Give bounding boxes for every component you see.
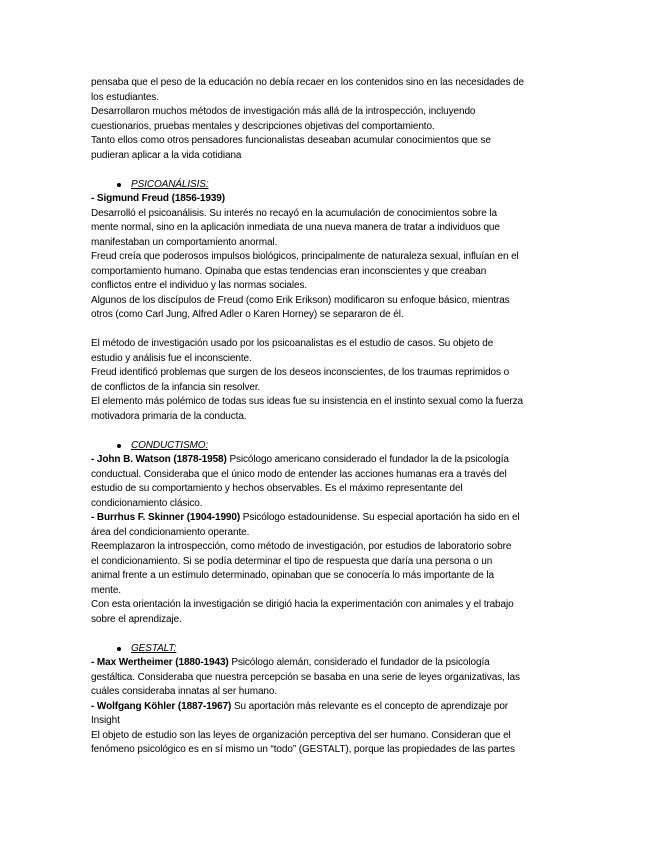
paragraph-line: manifestaban un comportamiento anormal. [91, 236, 278, 248]
paragraph-line: cuestionarios, pruebas mentales y descripciones objetivas del comportamiento. [91, 120, 435, 132]
bullet-icon [117, 647, 121, 651]
paragraph-line: Desarrollaron muchos métodos de investigación más allá de la introspección, incluyendo [91, 106, 476, 117]
paragraph-line: mente. [91, 584, 121, 596]
author-line [91, 192, 571, 207]
document-body [91, 76, 571, 758]
author-name: - Sigmund Freud (1856-1939) [91, 193, 225, 204]
author-name: - Max Wertheimer (1880-1943) [91, 657, 229, 668]
paragraph-line: pudieran aplicar a la vida cotidiana [91, 149, 242, 161]
author-line [91, 656, 571, 671]
paragraph-line: fenómeno psicológico es en sí mismo un “todo” (GESTALT), porque las propiedades de las partes [91, 744, 515, 755]
heading-text: GESTALT: [131, 642, 177, 654]
heading-text: PSICOANÁLISIS: [131, 178, 209, 190]
paragraph-line: condicionamiento clásico. [91, 497, 203, 509]
author-description: Psicólogo americano considerado el fundador la de la psicología [226, 454, 509, 465]
author-description: Psicólogo alemán, considerado el fundador de la psicología [228, 657, 490, 668]
author-name: - John B. Watson (1878-1958) [91, 454, 227, 465]
section-heading-gestalt [91, 642, 571, 657]
paragraph-line: El objeto de estudio son las leyes de organización perceptiva del ser humano. Consideran que el [91, 729, 511, 741]
paragraph-line: Algunos de los discípulos de Freud (como Erik Erikson) modificaron su enfoque básico, mientras [91, 294, 510, 306]
author-name: - Wolfgang Köhler (1887-1967) [91, 700, 232, 712]
section-heading-psicoanalisis [91, 178, 571, 193]
paragraph-line: Freud creía que poderosos impulsos biológicos, principalmente de naturaleza sexual, influían en el [91, 251, 519, 262]
paragraph-line: Reemplazaron la introspección, como método de investigación, por estudios de laboratorio sobre [91, 541, 512, 552]
paragraph-line: animal frente a un estímulo determinado, opinaban que se conocería lo más importante de la [91, 570, 494, 581]
paragraph-line: otros (como Carl Jung, Alfred Adler o Karen Horney) se separaron de él. [91, 309, 404, 320]
paragraph-line: El elemento más polémico de todas sus ideas fue su insistencia en el instinto sexual como la fuerza [91, 396, 524, 407]
bullet-icon [117, 183, 121, 187]
paragraph-line: pensaba que el peso de la educación no debía recaer en los contenidos sino en las necesidades de [91, 77, 524, 88]
author-line [91, 453, 571, 468]
paragraph-line: área del condicionamiento operante. [91, 526, 250, 538]
paragraph-line: mente normal, sino en la aplicación inmediata de una nueva manera de tratar a individuos que [91, 222, 500, 233]
paragraph-line: los estudiantes. [91, 91, 159, 103]
paragraph-line: comportamiento humano. Opinaba que estas tendencias eran inconscientes y que creaban [91, 265, 487, 277]
paragraph-line: conflictos entre el individuo y las normas sociales. [91, 280, 308, 291]
section-heading-conductismo [91, 439, 571, 454]
author-name: - Burrhus F. Skinner (1904-1990) [91, 512, 241, 523]
paragraph-line: estudio y análisis fue el inconsciente. [91, 352, 252, 364]
paragraph-line: El método de investigación usado por los psicoanalistas es el estudio de casos. Su objeto de [91, 338, 494, 349]
paragraph-line: de conflictos de la infancia sin resolver. [91, 381, 261, 393]
paragraph-line: cuáles consideraba innatas al ser humano. [91, 686, 278, 697]
paragraph-line: Insight [91, 715, 120, 726]
author-description: Su aportación más relevante es el concepto de aprendizaje por [231, 700, 509, 712]
heading-text: CONDUCTISMO: [131, 439, 209, 451]
paragraph-line: Con esta orientación la investigación se dirigió hacia la experimentación con animales y el trabajo [91, 599, 514, 610]
paragraph-line: sobre el aprendizaje. [91, 613, 182, 625]
paragraph-line: el condicionamiento. Si se podía determinar el tipo de respuesta que daría una persona o un [91, 555, 493, 567]
paragraph-line: Desarrolló el psicoanálisis. Su interés no recayó en la acumulación de conocimientos sobre la [91, 207, 497, 219]
author-line [91, 511, 571, 526]
bullet-icon [117, 444, 121, 448]
paragraph-line: motivadora primaria de la conducta. [91, 410, 247, 422]
paragraph-line: estudio de su comportamiento y hechos observables. Es el máximo representante del [91, 483, 463, 494]
paragraph-line: conductual. Consideraba que el único modo de entender las acciones humanas era a través del [91, 468, 507, 480]
paragraph-line: Freud identificó problemas que surgen de los deseos inconscientes, de los traumas reprimidos o [91, 367, 510, 378]
author-description: Psicólogo estadounidense. Su especial aportación ha sido en el [240, 512, 520, 523]
paragraph-line: Tanto ellos como otros pensadores funcionalistas deseaban acumular conocimientos que se [91, 135, 491, 146]
paragraph-line: gestáltica. Consideraba que nuestra percepción se basaba en una serie de leyes organizativas, las [91, 671, 520, 683]
author-line [91, 700, 571, 715]
